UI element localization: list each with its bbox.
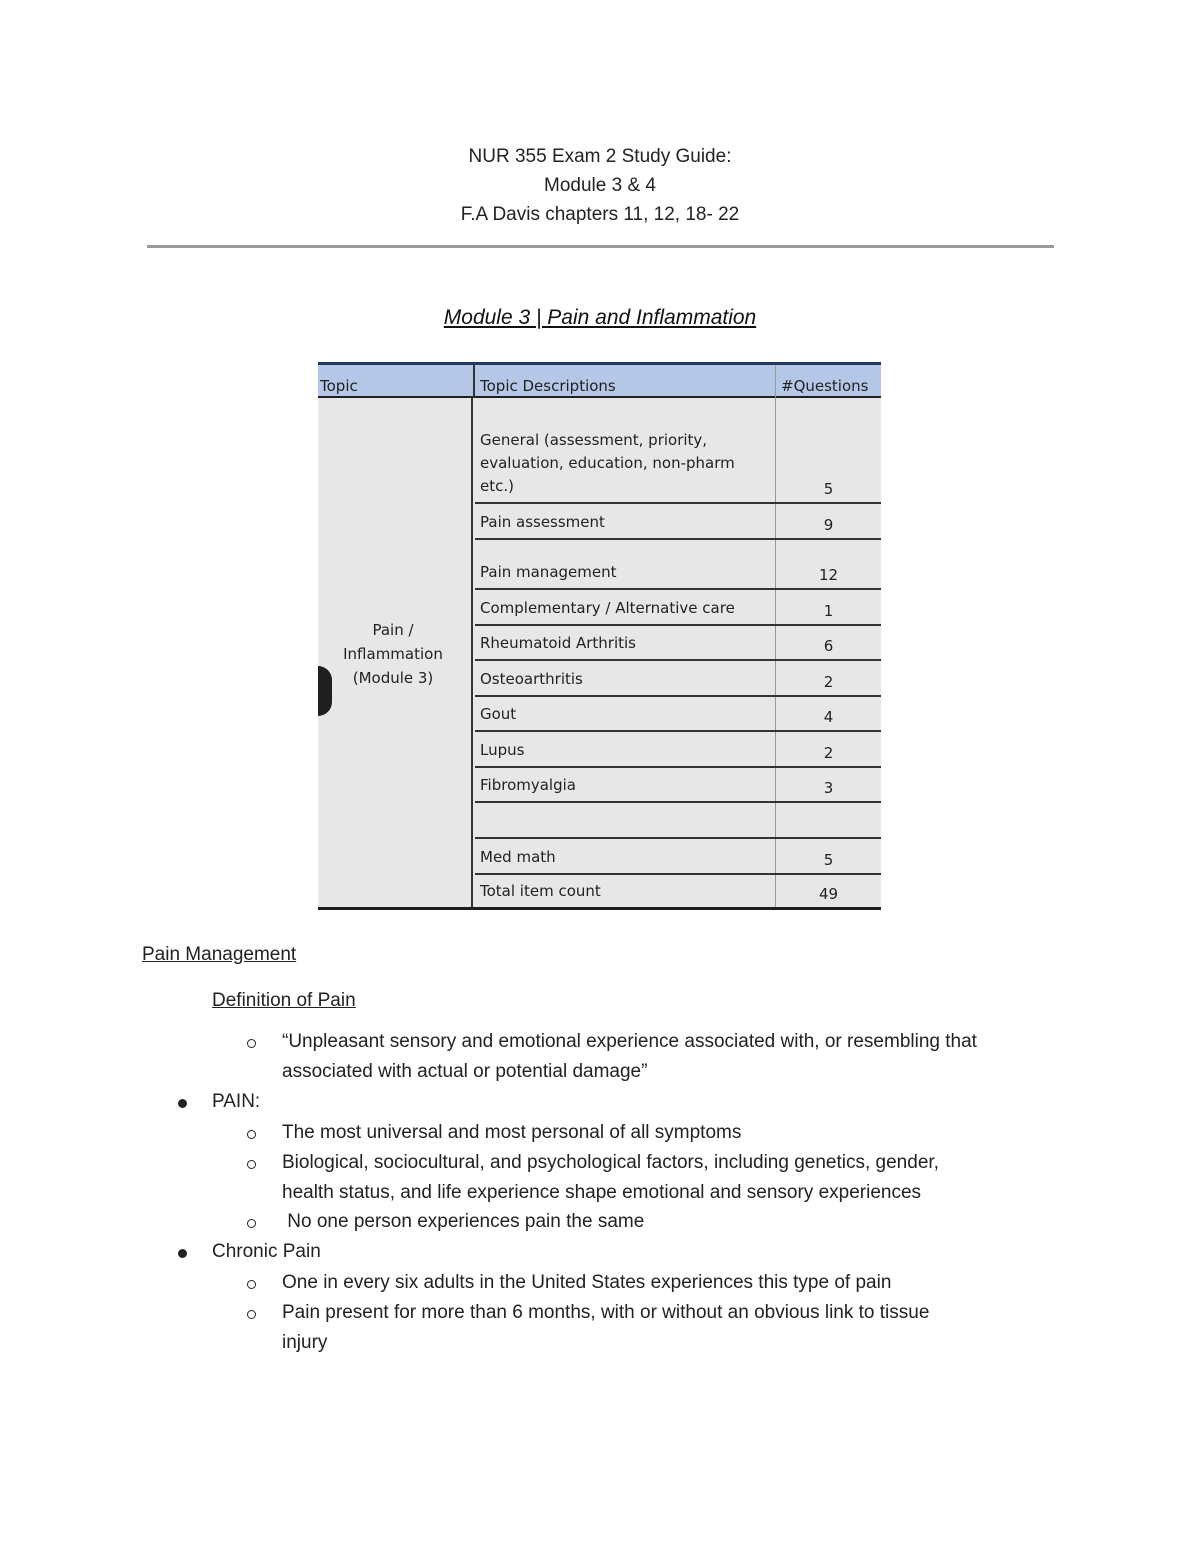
table-row (475, 590, 881, 626)
row-count: 49 (818, 885, 839, 903)
header-divider (775, 365, 776, 401)
chronic-item: One in every six adults in the United States experiences this type of pain (282, 1272, 892, 1293)
pain-item-continued: health status, and life experience shape emotional and sensory experiences (282, 1182, 922, 1203)
hollow-bullet-icon (247, 1310, 256, 1319)
table-row-empty (475, 803, 881, 839)
row-description: Total item count (480, 882, 601, 900)
topic-line: Pain / (372, 621, 414, 639)
pain-item: No one person experiences pain the same (282, 1211, 645, 1232)
row-description: Pain assessment (480, 513, 605, 531)
table-row (475, 697, 881, 732)
subsection-title-definition: Definition of Pain (212, 990, 356, 1011)
horizontal-rule (147, 245, 1054, 248)
row-description: Pain management (480, 563, 617, 581)
solid-bullet-icon (178, 1249, 187, 1258)
row-description: Gout (480, 705, 517, 723)
row-description: Osteoarthritis (480, 670, 583, 688)
chronic-item: Pain present for more than 6 months, with or without an obvious link to tissue (282, 1302, 930, 1323)
header-topic: Topic (320, 377, 358, 395)
header-module: Module 3 & 4 (544, 175, 656, 196)
hollow-bullet-icon (247, 1280, 256, 1289)
solid-bullet-icon (178, 1099, 187, 1108)
definition-line: “Unpleasant sensory and emotional experience associated with, or resembling that (282, 1031, 977, 1052)
row-count: 2 (823, 673, 834, 691)
row-description: Fibromyalgia (480, 776, 576, 794)
row-description: Rheumatoid Arthritis (480, 634, 636, 652)
definition-line: associated with actual or potential damage” (282, 1061, 648, 1082)
table-row (475, 661, 881, 697)
table-row (475, 839, 881, 875)
row-count: 1 (823, 602, 834, 620)
header-divider (473, 365, 475, 401)
row-count: 4 (823, 708, 834, 726)
table-row (475, 504, 881, 540)
hollow-bullet-icon (247, 1039, 256, 1048)
topic-label (318, 618, 468, 690)
header-title: NUR 355 Exam 2 Study Guide: (468, 146, 732, 167)
header-question-count: #Questions (781, 377, 869, 395)
pain-item: Biological, sociocultural, and psychological factors, including genetics, gender, (282, 1152, 939, 1173)
topic-cell (318, 398, 473, 907)
table-edge-marker (318, 666, 332, 716)
header-chapters: F.A Davis chapters 11, 12, 18- 22 (460, 204, 740, 225)
row-count: 12 (818, 566, 839, 584)
table-row (475, 732, 881, 768)
hollow-bullet-icon (247, 1219, 256, 1228)
pain-label: PAIN: (212, 1091, 261, 1112)
table-row (475, 540, 881, 590)
table-row (475, 768, 881, 803)
row-count: 3 (823, 779, 834, 797)
table-row (475, 626, 881, 661)
header-topic-descriptions: Topic Descriptions (480, 377, 616, 395)
chronic-pain-label: Chronic Pain (212, 1241, 321, 1262)
section-title-pain-management: Pain Management (142, 944, 297, 965)
table-row-total (475, 875, 881, 907)
topic-line: (Module 3) (352, 669, 434, 687)
row-description: Med math (480, 848, 556, 866)
row-count: 6 (823, 637, 834, 655)
row-description: Complementary / Alternative care (480, 599, 735, 617)
row-count: 5 (823, 851, 834, 869)
chronic-item-continued: injury (282, 1332, 328, 1353)
document-header (0, 142, 1200, 229)
table-row (475, 398, 881, 504)
pain-item: The most universal and most personal of all symptoms (282, 1122, 742, 1143)
row-count: 2 (823, 744, 834, 762)
module-title: Module 3 | Pain and Inflammation (443, 306, 757, 329)
hollow-bullet-icon (247, 1160, 256, 1169)
table-body (318, 398, 881, 910)
row-count: 5 (823, 480, 834, 498)
row-description: General (assessment, priority, evaluation, education, non-pharm etc.) (480, 431, 735, 495)
question-breakdown-table (318, 362, 881, 910)
table-header-row (318, 362, 881, 398)
row-count: 9 (823, 516, 834, 534)
hollow-bullet-icon (247, 1130, 256, 1139)
row-description: Lupus (480, 741, 525, 759)
topic-line: Inflammation (343, 645, 443, 663)
